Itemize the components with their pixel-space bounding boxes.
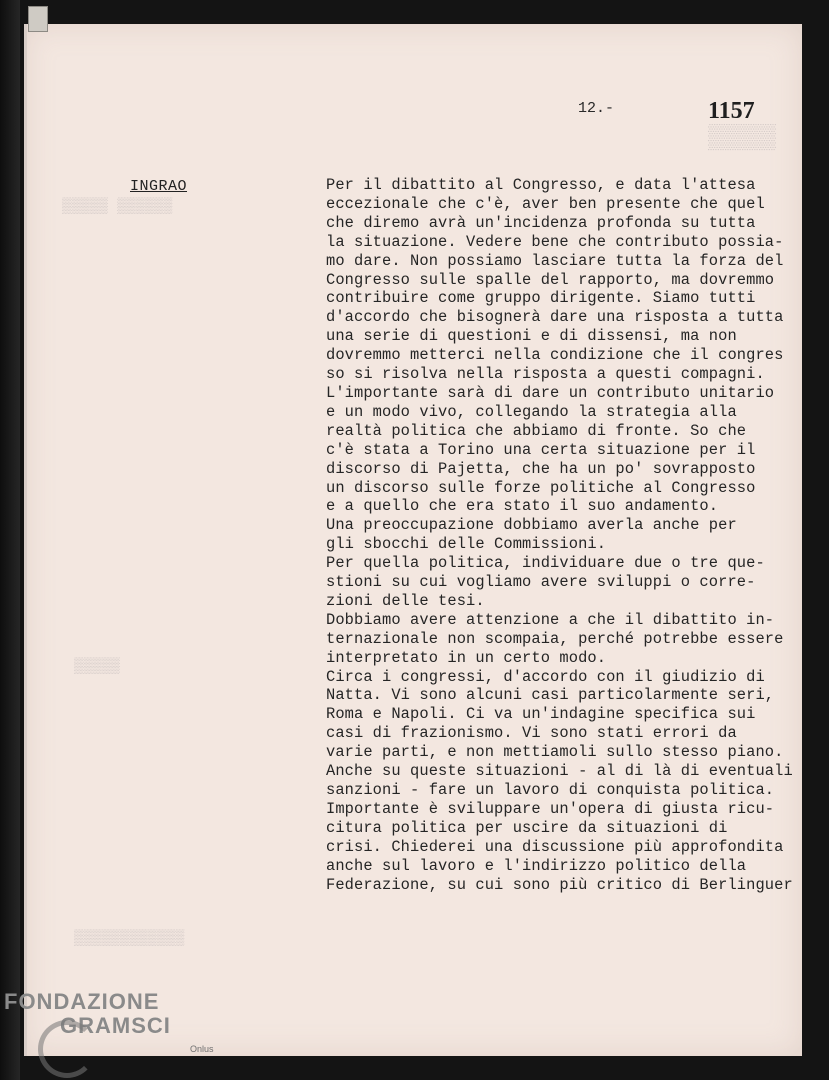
text-line: realtà politica che abbiamo di fronte. So che	[326, 421, 747, 440]
text-line: ternazionale non scompaia, perché potrebbe essere	[326, 629, 784, 648]
fondazione-gramsci-watermark	[4, 989, 214, 1054]
text-line: contribuire come gruppo dirigente. Siamo tutti	[326, 289, 756, 308]
watermark-line-1: FONDAZIONE	[4, 989, 160, 1014]
text-line: Per quella politica, individuare due o tre que-	[326, 554, 765, 573]
text-line: una serie di questioni e di dissensi, ma non	[326, 327, 737, 346]
text-line: Importante è sviluppare un'opera di giusta ricu-	[326, 799, 775, 818]
text-line: Per il dibattito al Congresso, e data l'attesa	[326, 176, 756, 194]
text-line: Roma e Napoli. Ci va un'indagine specifica sui	[326, 705, 756, 724]
gramsci-logo-icon	[38, 1020, 96, 1078]
text-line: e a quello che era stato il suo andamento.	[326, 497, 719, 516]
text-line: un discorso sulle forze politiche al Congresso	[326, 478, 756, 497]
page-edge	[24, 24, 27, 1056]
text-line: gli sbocchi delle Commissioni.	[326, 535, 607, 554]
text-line: Anche su queste situazioni - al di là di eventuali	[326, 762, 793, 781]
text-line: zioni delle tesi.	[326, 591, 485, 610]
text-line: che diremo avrà un'incidenza profonda su tutta	[326, 213, 756, 232]
text-line: eccezionale che c'è, aver ben presente che quel	[326, 194, 765, 213]
text-line: dovremmo metterci nella condizione che il congres	[326, 346, 784, 365]
paper-clip	[28, 6, 48, 32]
speech-paragraph	[326, 176, 798, 894]
text-line: Congresso sulle spalle del rapporto, ma dovremmo	[326, 270, 775, 289]
text-line: crisi. Chiederei una discussione più approfondita	[326, 837, 784, 856]
speaker-name: INGRAO	[130, 178, 188, 195]
text-line: c'è stata a Torino una certa situazione per il	[326, 440, 756, 459]
text-line: citura politica per uscire da situazioni di	[326, 818, 728, 837]
section-number: 12.-	[578, 100, 615, 117]
bleed-through-number: ▒▒▒▒	[708, 124, 777, 150]
text-line: e un modo vivo, collegando la strategia alla	[326, 402, 737, 421]
text-line: L'importante sarà di dare un contributo unitario	[326, 383, 775, 402]
text-line: so si risolva nella risposta a questi compagni.	[326, 365, 765, 384]
text-line: Dobbiamo avere attenzione a che il dibattito in-	[326, 610, 775, 629]
text-line: discorso di Pajetta, che ha un po' sovrapposto	[326, 459, 756, 478]
bleed-through-left: ▒▒▒▒▒ ▒▒▒▒▒▒	[62, 198, 173, 215]
text-line: stioni su cui vogliamo avere sviluppi o corre-	[326, 573, 756, 592]
page-number: 1157	[708, 98, 755, 124]
text-line: Natta. Vi sono alcuni casi particolarmente seri,	[326, 686, 775, 705]
text-line: interpretato in un certo modo.	[326, 648, 607, 667]
bleed-through-left: ▒▒▒▒▒▒▒▒▒▒▒▒	[74, 930, 185, 947]
text-line: Federazione, su cui sono più critico di Berlinguer	[326, 875, 793, 894]
text-line: casi di frazionismo. Vi sono stati errori da	[326, 724, 737, 743]
text-line: Una preoccupazione dobbiamo averla anche per	[326, 516, 737, 535]
text-line: Circa i congressi, d'accordo con il giudizio di	[326, 667, 765, 686]
text-line: sanzioni - fare un lavoro di conquista politica.	[326, 781, 775, 799]
watermark-line-2: GRAMSCI	[60, 1013, 171, 1038]
text-line: varie parti, e non mettiamoli sullo stesso piano.	[326, 743, 784, 762]
text-line: la situazione. Vedere bene che contributo possia-	[326, 232, 784, 251]
scan-background-edge	[0, 0, 20, 1080]
watermark-line-3: Onlus	[190, 1044, 214, 1054]
text-line: d'accordo che bisognerà dare una risposta a tutta	[326, 308, 784, 327]
bleed-through-left: ▒▒▒▒▒	[74, 658, 121, 675]
text-line: mo dare. Non possiamo lasciare tutta la forza del	[326, 251, 784, 270]
text-line: anche sul lavoro e l'indirizzo politico della	[326, 856, 747, 875]
